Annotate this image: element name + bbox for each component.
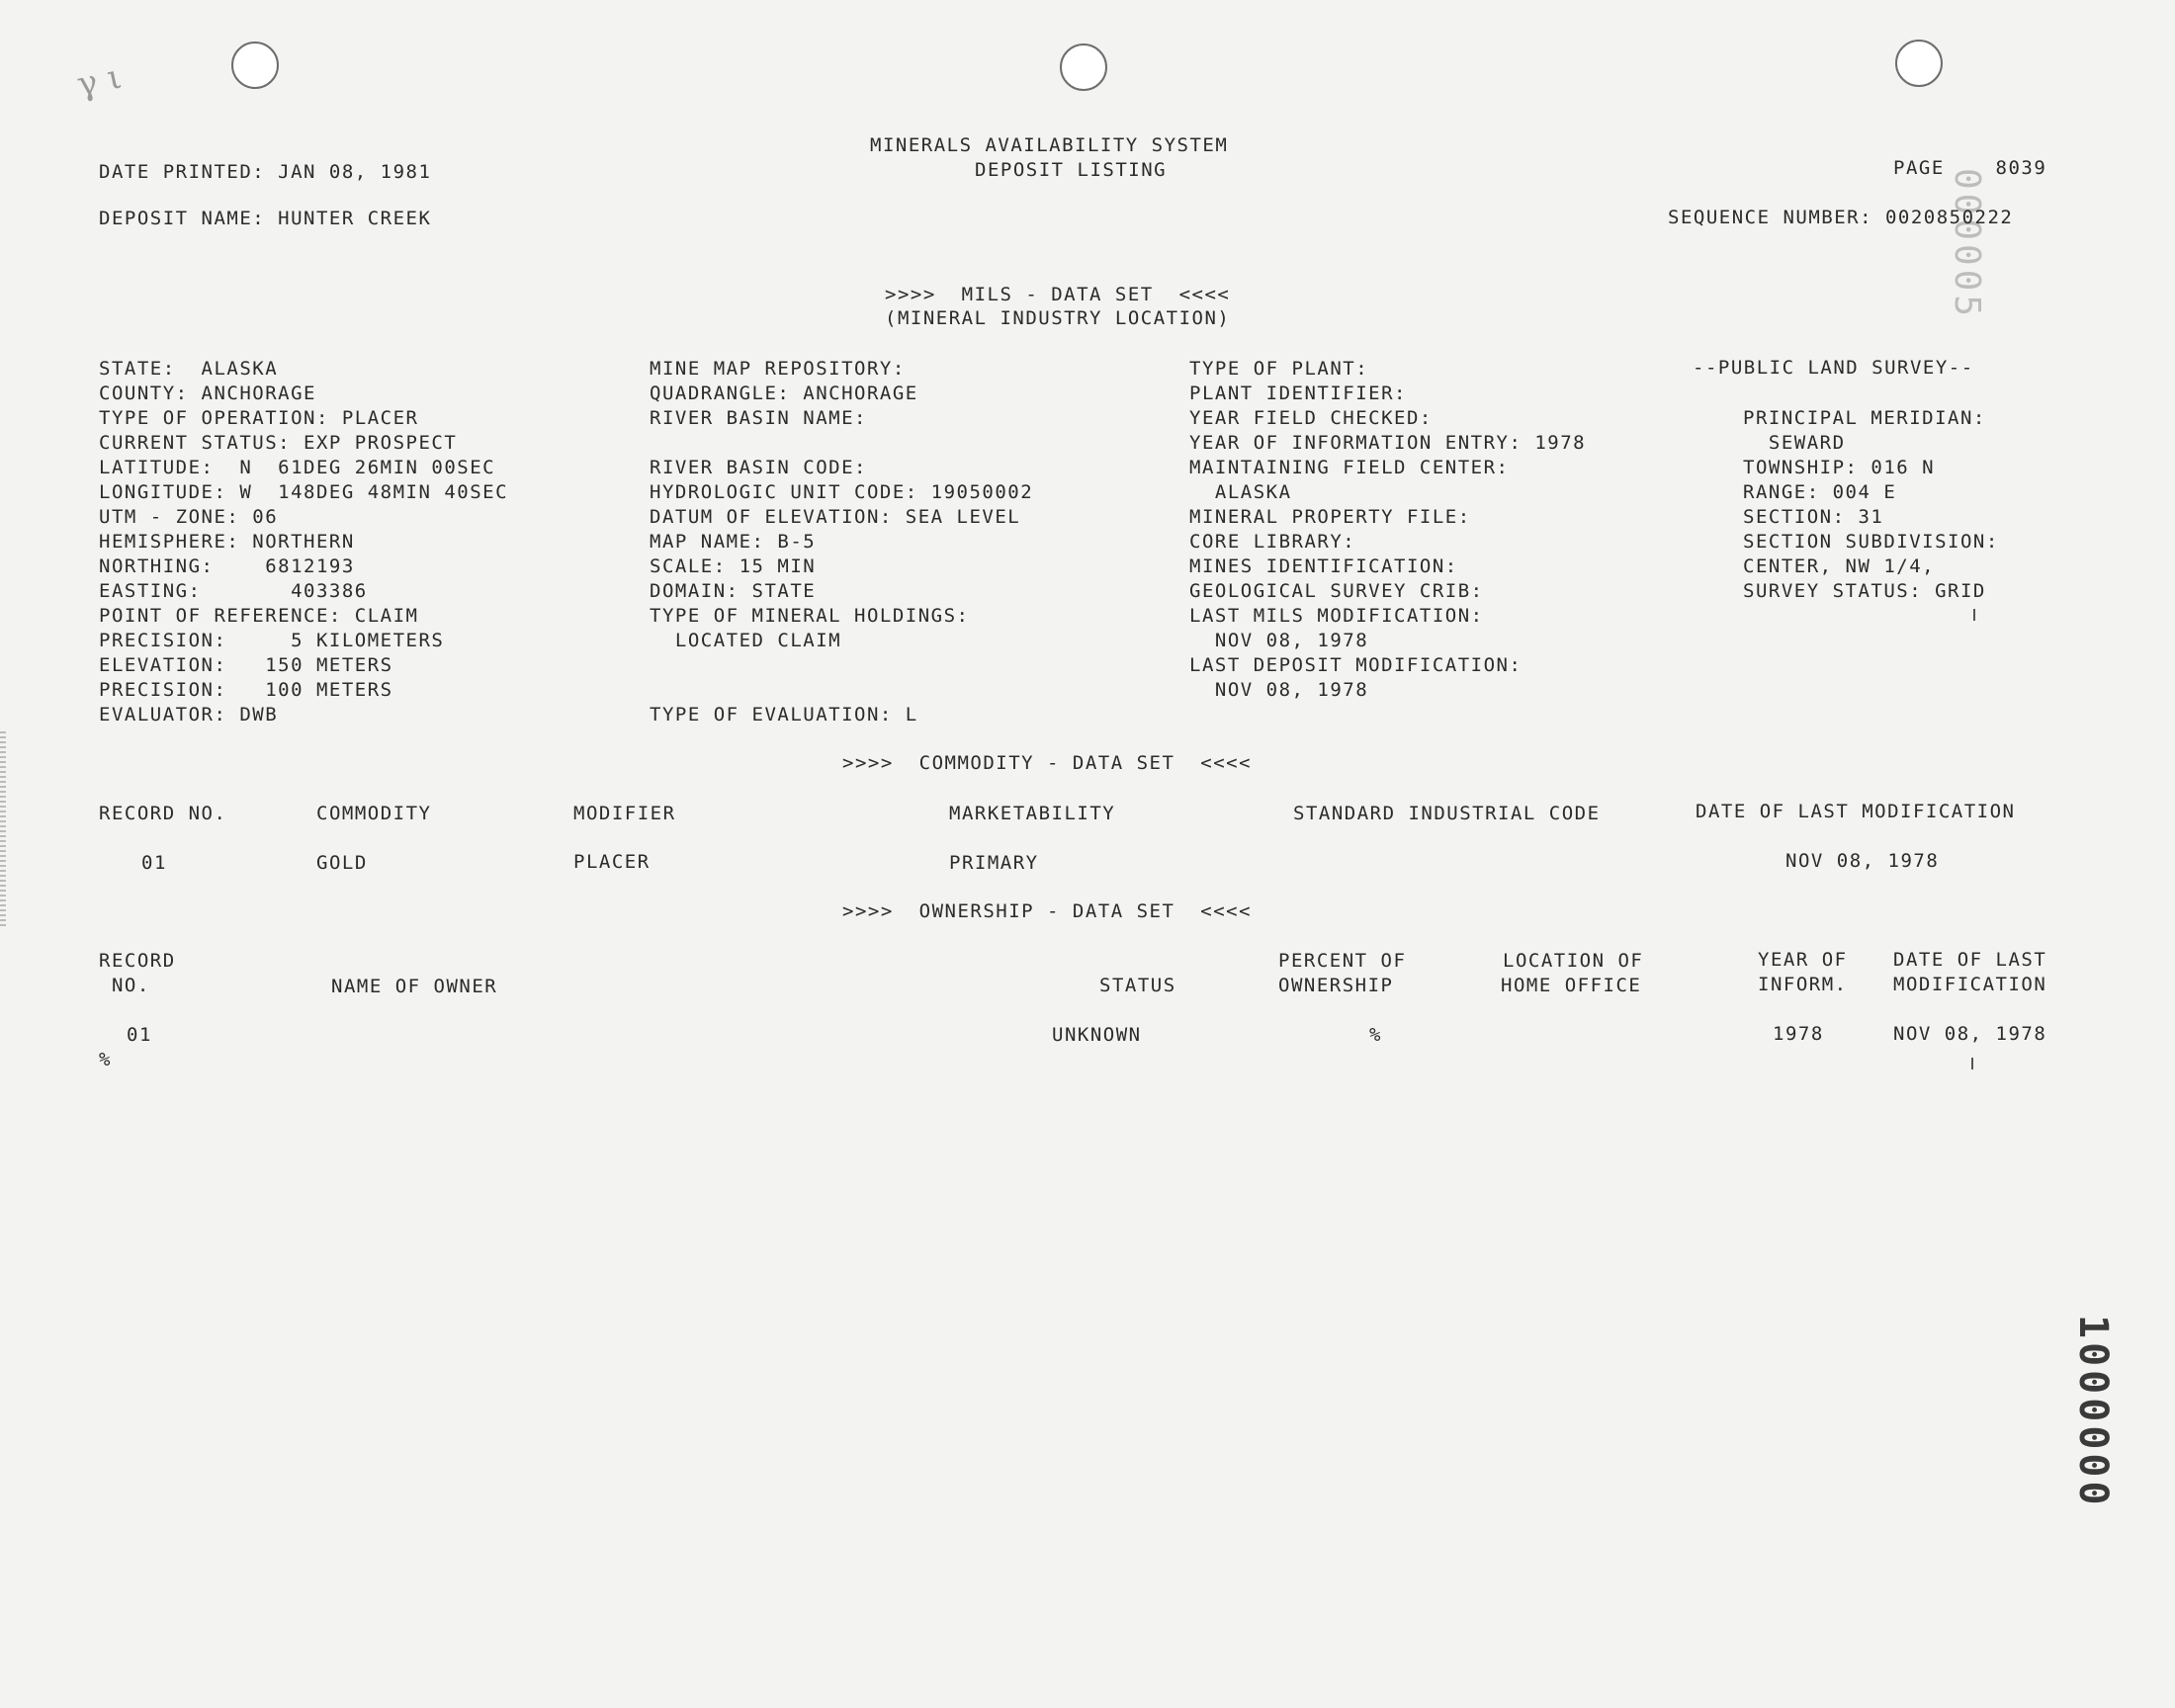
mils-col2-line: MAP NAME: B-5 <box>650 531 817 553</box>
mils-col2-line: RIVER BASIN NAME: <box>650 407 867 429</box>
print-tick <box>1971 1058 1973 1069</box>
mils-col3-line: MINES IDENTIFICATION: <box>1189 555 1458 577</box>
print-tick <box>1973 609 1975 621</box>
mils-subtitle: (MINERAL INDUSTRY LOCATION) <box>885 307 1231 329</box>
mils-col3-line: MAINTAINING FIELD CENTER: <box>1189 457 1510 478</box>
commodity-header-commodity: COMMODITY <box>316 803 432 824</box>
handwritten-mark: γ ι <box>73 56 126 106</box>
ownership-header-record: RECORD <box>99 950 176 972</box>
ownership-header-percent: OWNERSHIP <box>1278 975 1394 996</box>
commodity-record-no: 01 <box>141 852 167 874</box>
mils-col2-line: RIVER BASIN CODE: <box>650 457 867 478</box>
mils-col1-line: LONGITUDE: W 148DEG 48MIN 40SEC <box>99 481 509 503</box>
mils-col1-line: COUNTY: ANCHORAGE <box>99 383 316 404</box>
mils-col3-line: MINERAL PROPERTY FILE: <box>1189 506 1471 528</box>
mils-col1-line: CURRENT STATUS: EXP PROSPECT <box>99 432 458 454</box>
mils-col1-line: ELEVATION: 150 METERS <box>99 654 393 676</box>
mils-col1-line: EVALUATOR: DWB <box>99 704 279 726</box>
mils-col4-line: RANGE: 004 E <box>1743 481 1897 503</box>
page-number: PAGE 8039 <box>1893 157 2047 179</box>
mils-col1-line: NORTHING: 6812193 <box>99 555 355 577</box>
ownership-header-name: NAME OF OWNER <box>331 976 498 997</box>
commodity-header-record: RECORD NO. <box>99 803 227 824</box>
mils-col1-line: POINT OF REFERENCE: CLAIM <box>99 605 419 627</box>
ownership-banner: >>>> OWNERSHIP - DATA SET <<<< <box>842 900 1253 922</box>
mils-col3-line: NOV 08, 1978 <box>1189 679 1369 701</box>
binder-hole-center <box>1060 43 1107 91</box>
mils-col3-line: LAST DEPOSIT MODIFICATION: <box>1189 654 1522 676</box>
mils-col2-line: DOMAIN: STATE <box>650 580 817 602</box>
mils-col4-line: SECTION: 31 <box>1743 506 1884 528</box>
mils-col3-line: ALASKA <box>1189 481 1292 503</box>
mils-col2-line: LOCATED CLAIM <box>650 630 842 651</box>
mils-col4-line: SECTION SUBDIVISION: <box>1743 531 1999 553</box>
mils-banner: >>>> MILS - DATA SET <<<< <box>885 284 1231 305</box>
mils-col3-line: CORE LIBRARY: <box>1189 531 1356 553</box>
public-land-survey-title: --PUBLIC LAND SURVEY-- <box>1693 357 1974 379</box>
commodity-name: GOLD <box>316 852 368 874</box>
mils-col1-line: EASTING: 403386 <box>99 580 368 602</box>
commodity-modifier: PLACER <box>573 851 651 873</box>
mils-col1-line: PRECISION: 5 KILOMETERS <box>99 630 445 651</box>
binder-hole-left <box>231 42 279 89</box>
ownership-header-location: HOME OFFICE <box>1501 975 1642 996</box>
end-of-record-mark: % <box>99 1049 112 1070</box>
mils-col4-line: SURVEY STATUS: GRID <box>1743 580 1986 602</box>
mils-col2-line: DATUM OF ELEVATION: SEA LEVEL <box>650 506 1021 528</box>
mils-col4-line: CENTER, NW 1/4, <box>1743 555 1936 577</box>
ownership-header-location: LOCATION OF <box>1503 950 1644 972</box>
mils-col3-line: GEOLOGICAL SURVEY CRIB: <box>1189 580 1484 602</box>
ownership-year: 1978 <box>1773 1023 1824 1045</box>
ownership-date: NOV 08, 1978 <box>1893 1023 2047 1045</box>
commodity-header-date: DATE OF LAST MODIFICATION <box>1696 801 2016 822</box>
ownership-header-status: STATUS <box>1099 975 1176 996</box>
date-printed: DATE PRINTED: JAN 08, 1981 <box>99 161 432 183</box>
commodity-date: NOV 08, 1978 <box>1785 850 1940 872</box>
ownership-header-record: NO. <box>99 975 150 996</box>
mils-col1-line: TYPE OF OPERATION: PLACER <box>99 407 419 429</box>
ownership-header-year: YEAR OF <box>1758 949 1848 971</box>
commodity-header-sic: STANDARD INDUSTRIAL CODE <box>1293 803 1601 824</box>
mils-col2-line: QUADRANGLE: ANCHORAGE <box>650 383 918 404</box>
commodity-banner: >>>> COMMODITY - DATA SET <<<< <box>842 752 1253 774</box>
mils-col3-line: NOV 08, 1978 <box>1189 630 1369 651</box>
mils-col4-line: TOWNSHIP: 016 N <box>1743 457 1936 478</box>
stamp-top-right: 000005 <box>1947 168 1987 321</box>
mils-col1-line: PRECISION: 100 METERS <box>99 679 393 701</box>
mils-col3-line: PLANT IDENTIFIER: <box>1189 383 1407 404</box>
mils-col2-line: TYPE OF MINERAL HOLDINGS: <box>650 605 970 627</box>
deposit-name: DEPOSIT NAME: HUNTER CREEK <box>99 208 432 229</box>
ownership-header-date: DATE OF LAST <box>1893 949 2047 971</box>
binder-hole-right <box>1895 40 1943 87</box>
mils-col4-line: SEWARD <box>1743 432 1846 454</box>
ownership-header-percent: PERCENT OF <box>1278 950 1407 972</box>
commodity-header-modifier: MODIFIER <box>573 803 676 824</box>
listing-title: DEPOSIT LISTING <box>975 159 1168 181</box>
ownership-status: UNKNOWN <box>1052 1024 1142 1046</box>
mils-col2-line: HYDROLOGIC UNIT CODE: 19050002 <box>650 481 1034 503</box>
sequence-number: SEQUENCE NUMBER: 0020850222 <box>1668 207 2014 228</box>
mils-col3-line: YEAR OF INFORMATION ENTRY: 1978 <box>1189 432 1587 454</box>
mils-col4-line: PRINCIPAL MERIDIAN: <box>1743 407 1986 429</box>
mils-col1-line: LATITUDE: N 61DEG 26MIN 00SEC <box>99 457 496 478</box>
ownership-percent: % <box>1369 1024 1382 1046</box>
mils-col1-line: UTM - ZONE: 06 <box>99 506 279 528</box>
mils-col2-line: TYPE OF EVALUATION: L <box>650 704 918 726</box>
stamp-bottom-right: 1000000 <box>2070 1315 2116 1509</box>
ownership-record-no: 01 <box>127 1024 152 1046</box>
mils-col3-line: YEAR FIELD CHECKED: <box>1189 407 1433 429</box>
mils-col3-line: TYPE OF PLANT: <box>1189 358 1369 380</box>
mils-col1-line: HEMISPHERE: NORTHERN <box>99 531 355 553</box>
paper-edge-mark <box>0 731 6 929</box>
commodity-marketability: PRIMARY <box>949 852 1039 874</box>
commodity-header-marketability: MARKETABILITY <box>949 803 1116 824</box>
ownership-header-date: MODIFICATION <box>1893 974 2047 995</box>
mils-col1-line: STATE: ALASKA <box>99 358 279 380</box>
system-title: MINERALS AVAILABILITY SYSTEM <box>870 134 1229 156</box>
ownership-header-year: INFORM. <box>1758 974 1848 995</box>
mils-col3-line: LAST MILS MODIFICATION: <box>1189 605 1484 627</box>
mils-col2-line: SCALE: 15 MIN <box>650 555 817 577</box>
mils-col2-line: MINE MAP REPOSITORY: <box>650 358 906 380</box>
